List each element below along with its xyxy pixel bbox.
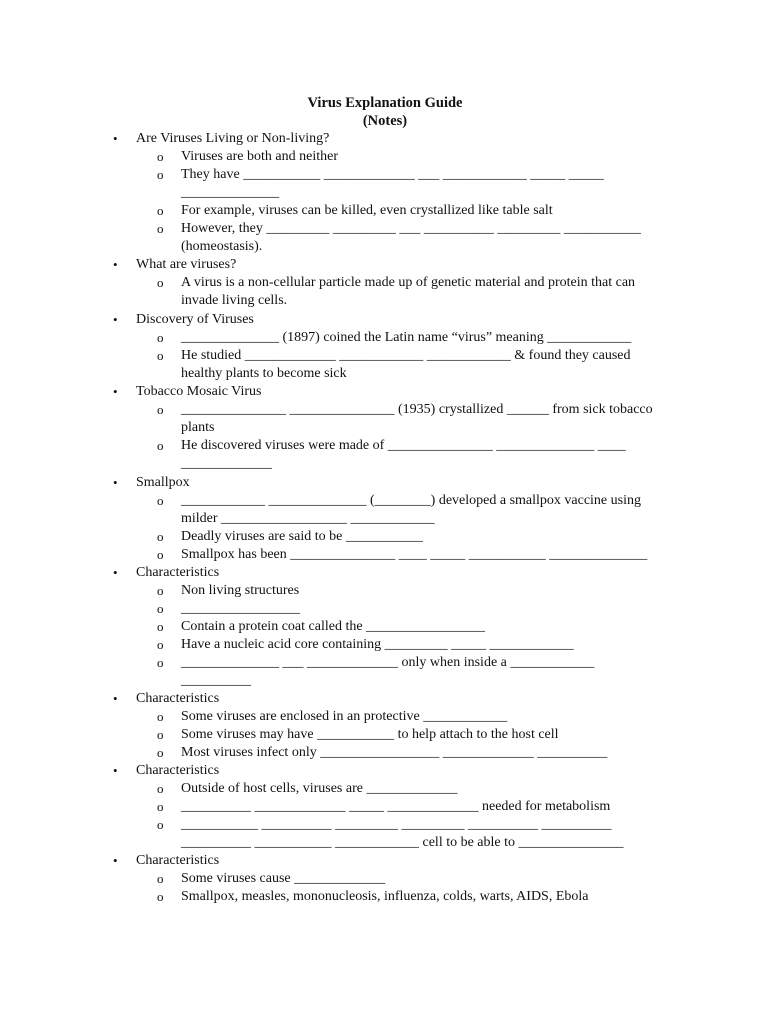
bullet-marker: •: [113, 475, 118, 490]
note-line-continued: milder __________________ ____________: [181, 511, 435, 526]
note-line: Smallpox, measles, mononucleosis, influenza, colds, warts, AIDS, Ebola: [181, 889, 589, 904]
sub-bullet-marker: o: [157, 203, 164, 218]
note-line-continued: _____________: [181, 456, 272, 471]
note-line: Outside of host cells, viruses are _____________: [181, 781, 458, 796]
sub-bullet-marker: o: [157, 655, 164, 670]
document-title: Virus Explanation Guide: [307, 95, 463, 111]
section-heading: Characteristics: [136, 763, 220, 778]
section-heading: Are Viruses Living or Non-living?: [136, 131, 330, 146]
sub-bullet-marker: o: [157, 817, 164, 832]
sub-bullet-marker: o: [157, 529, 164, 544]
sub-bullet-marker: o: [157, 727, 164, 742]
sub-bullet-marker: o: [157, 871, 164, 886]
sub-bullet-marker: o: [157, 275, 164, 290]
sub-bullet-marker: o: [157, 149, 164, 164]
note-line: Most viruses infect only _________________ _____________ __________: [181, 745, 608, 760]
sub-bullet-marker: o: [157, 799, 164, 814]
sub-bullet-marker: o: [157, 493, 164, 508]
note-line: ___________ __________ _________ _________ __________ __________: [181, 817, 612, 832]
note-line: Viruses are both and neither: [181, 149, 338, 164]
note-line-continued: (homeostasis).: [181, 239, 263, 254]
note-line: He studied _____________ ____________ ____________ & found they caused: [181, 348, 631, 363]
bullet-marker: •: [113, 763, 118, 778]
note-line: He discovered viruses were made of _______________ ______________ ____: [181, 438, 626, 453]
bullet-marker: •: [113, 131, 118, 146]
note-line-continued: __________ ___________ ____________ cell to be able to _______________: [181, 835, 624, 850]
sub-bullet-marker: o: [157, 745, 164, 760]
note-line: For example, viruses can be killed, even crystallized like table salt: [181, 203, 553, 218]
bullet-marker: •: [113, 312, 118, 327]
note-line-continued: healthy plants to become sick: [181, 366, 347, 381]
sub-bullet-marker: o: [157, 709, 164, 724]
bullet-marker: •: [113, 853, 118, 868]
sub-bullet-marker: o: [157, 402, 164, 417]
note-line: ______________ (1897) coined the Latin name “virus” meaning ____________: [181, 330, 632, 345]
bullet-marker: •: [113, 565, 118, 580]
note-line-continued: ______________: [181, 185, 279, 200]
note-line-continued: __________: [181, 673, 251, 688]
note-line: Some viruses cause _____________: [181, 871, 386, 886]
note-line: Deadly viruses are said to be ___________: [181, 529, 423, 544]
sub-bullet-marker: o: [157, 167, 164, 182]
document-subtitle: (Notes): [362, 113, 408, 129]
note-line-continued: plants: [181, 420, 215, 435]
note-line: ______________ ___ _____________ only when inside a ____________: [181, 655, 595, 670]
section-heading: Characteristics: [136, 853, 220, 868]
section-heading: Discovery of Viruses: [136, 312, 254, 327]
note-line: Contain a protein coat called the _________________: [181, 619, 486, 634]
sub-bullet-marker: o: [157, 601, 164, 616]
sub-bullet-marker: o: [157, 781, 164, 796]
sub-bullet-marker: o: [157, 221, 164, 236]
sub-bullet-marker: o: [157, 637, 164, 652]
note-line: Non living structures: [181, 583, 300, 598]
section-heading: Tobacco Mosaic Virus: [136, 384, 262, 399]
section-heading: Characteristics: [136, 565, 220, 580]
sub-bullet-marker: o: [157, 889, 164, 904]
sub-bullet-marker: o: [157, 348, 164, 363]
note-line: They have ___________ _____________ ___ ____________ _____ _____: [181, 167, 604, 182]
sub-bullet-marker: o: [157, 438, 164, 453]
note-line: A virus is a non-cellular particle made up of genetic material and protein that can: [181, 275, 636, 290]
note-line: Some viruses are enclosed in an protective ____________: [181, 709, 508, 724]
sub-bullet-marker: o: [157, 547, 164, 562]
bullet-marker: •: [113, 691, 118, 706]
note-line: __________ _____________ _____ _____________ needed for metabolism: [181, 799, 611, 814]
note-line: However, they _________ _________ ___ __________ _________ ___________: [181, 221, 641, 236]
note-line: ____________ ______________ (________) developed a smallpox vaccine using: [181, 493, 641, 508]
sub-bullet-marker: o: [157, 619, 164, 634]
section-heading: What are viruses?: [136, 257, 237, 272]
note-line: Smallpox has been _______________ ____ _____ ___________ ______________: [181, 547, 648, 562]
sub-bullet-marker: o: [157, 330, 164, 345]
note-line: Have a nucleic acid core containing _________ _____ ____________: [181, 637, 574, 652]
sub-bullet-marker: o: [157, 583, 164, 598]
bullet-marker: •: [113, 384, 118, 399]
section-heading: Characteristics: [136, 691, 220, 706]
note-line: _______________ _______________ (1935) crystallized ______ from sick tobacco: [181, 402, 653, 417]
note-line: Some viruses may have ___________ to help attach to the host cell: [181, 727, 559, 742]
bullet-marker: •: [113, 257, 118, 272]
note-line-continued: invade living cells.: [181, 293, 288, 308]
note-line: _________________: [181, 601, 300, 616]
section-heading: Smallpox: [136, 475, 190, 490]
